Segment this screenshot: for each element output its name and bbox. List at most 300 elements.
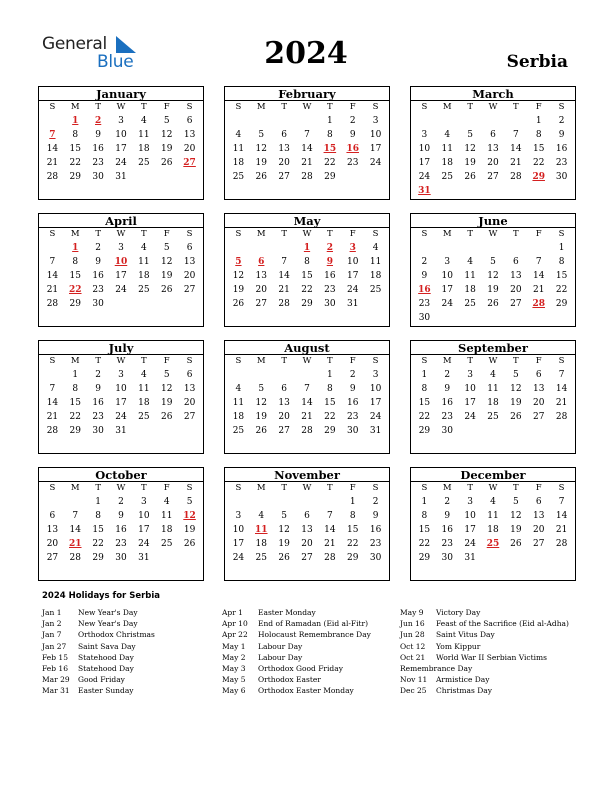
day-cell: 10 [464, 511, 476, 521]
day-cell: 18 [487, 398, 499, 408]
empty-day-cell [527, 424, 550, 438]
holiday-day: 27 [183, 158, 196, 168]
day-cell: 22 [346, 539, 359, 549]
day-cell: 20 [532, 398, 545, 408]
weekday-label: W [488, 229, 498, 239]
holiday-item [400, 674, 569, 685]
weekday-label: S [372, 356, 379, 366]
day-cell: 28 [555, 539, 568, 549]
day-cell: 4 [467, 257, 473, 267]
day-cell: 13 [532, 384, 545, 394]
day-cell: 24 [369, 412, 382, 422]
empty-day-cell [273, 184, 296, 198]
day-cell: 17 [115, 144, 127, 154]
day-cell: 14 [46, 144, 59, 154]
holiday-date: Jan 1 [42, 608, 62, 617]
day-cell: 25 [138, 412, 150, 422]
empty-day-cell [296, 565, 319, 579]
weekday-label: T [281, 229, 287, 239]
empty-day-cell [527, 184, 550, 198]
day-cell: 23 [92, 158, 104, 168]
day-cell: 22 [418, 539, 431, 549]
empty-day-cell [155, 184, 178, 198]
empty-day-cell [132, 184, 155, 198]
month-title: March [411, 87, 575, 101]
weekday-label: T [327, 229, 333, 239]
day-cell: 13 [278, 398, 290, 408]
day-cell: 25 [369, 285, 382, 295]
day-cell: 30 [324, 299, 336, 309]
day-cell: 26 [487, 299, 499, 309]
day-cell: 15 [69, 144, 81, 154]
weekday-header [225, 355, 389, 368]
holiday-item [400, 629, 569, 640]
day-cell: 2 [95, 370, 101, 380]
empty-day-cell [250, 241, 273, 255]
holiday-day: 1 [72, 116, 79, 126]
day-cell: 16 [441, 525, 453, 535]
month-title: November [225, 468, 389, 482]
day-cell: 22 [555, 285, 568, 295]
weekday-label: T [327, 356, 333, 366]
holiday-name: Good Friday [78, 675, 125, 685]
day-cell: 21 [324, 539, 336, 549]
holiday-day: 6 [258, 257, 265, 267]
holiday-name: Holocaust Remembrance Day [258, 630, 371, 640]
holiday-date: Dec 25 [400, 686, 427, 696]
day-cell: 1 [326, 116, 333, 126]
weekday-label: T [513, 229, 519, 239]
day-cell: 25 [138, 285, 150, 295]
weekday-label: S [186, 229, 193, 239]
weekday-label: S [421, 102, 428, 112]
weekday-label: T [327, 483, 333, 493]
day-cell: 2 [118, 497, 124, 507]
day-cell: 15 [69, 271, 81, 281]
weekday-label: S [49, 229, 56, 239]
day-cell: 15 [69, 398, 81, 408]
day-cell: 9 [118, 511, 124, 521]
holiday-name: Labour Day [258, 652, 303, 662]
day-cell: 26 [232, 299, 245, 309]
empty-day-cell [413, 241, 436, 255]
day-cell: 16 [92, 271, 104, 281]
holiday-day: 11 [255, 525, 268, 535]
day-cell: 3 [235, 511, 242, 521]
empty-day-cell [87, 184, 110, 198]
day-cell: 10 [115, 384, 127, 394]
day-cell: 16 [92, 144, 104, 154]
day-cell: 10 [138, 511, 150, 521]
weekday-label: M [256, 483, 266, 493]
holiday-name: Victory Day [436, 608, 481, 617]
day-cell: 19 [510, 525, 522, 535]
empty-day-cell [436, 241, 459, 255]
day-cell: 27 [183, 285, 196, 295]
day-cell: 24 [441, 299, 453, 309]
day-cell: 11 [464, 271, 476, 281]
empty-day-cell [413, 114, 436, 128]
weekday-label: F [349, 102, 356, 112]
weekday-label: F [349, 356, 356, 366]
weekday-label: S [558, 102, 565, 112]
weekday-label: S [421, 483, 428, 493]
month-december [410, 467, 576, 581]
holiday-name: New Year's Day [78, 619, 138, 629]
day-cell: 27 [46, 553, 59, 563]
empty-day-cell [273, 311, 296, 325]
empty-day-cell [273, 438, 296, 452]
day-cell: 4 [258, 511, 265, 521]
day-cell: 2 [421, 257, 428, 267]
day-cell: 4 [235, 130, 242, 140]
day-cell: 22 [69, 412, 81, 422]
logo-general-text: General [42, 34, 107, 54]
day-cell: 19 [160, 144, 173, 154]
day-cell: 5 [258, 384, 265, 394]
weekday-label: F [535, 483, 542, 493]
weekday-label: W [116, 102, 126, 112]
day-cell: 6 [186, 116, 193, 126]
weekday-label: S [372, 229, 379, 239]
day-cell: 12 [487, 271, 499, 281]
empty-day-cell [87, 311, 110, 325]
day-cell: 19 [255, 412, 267, 422]
empty-day-cell [436, 565, 459, 579]
empty-day-cell [436, 438, 459, 452]
day-cell: 8 [72, 257, 79, 267]
empty-day-cell [436, 311, 459, 325]
empty-day-cell [132, 438, 155, 452]
holiday-name: World War II Serbian Victims [436, 652, 547, 662]
empty-day-cell [296, 184, 319, 198]
holiday-name: Christmas Day [436, 686, 492, 696]
empty-day-cell [110, 565, 133, 579]
day-cell: 17 [464, 398, 476, 408]
day-cell: 22 [92, 539, 104, 549]
weekday-label: S [421, 356, 428, 366]
empty-day-cell [341, 184, 364, 198]
empty-day-cell [482, 114, 505, 128]
day-cell: 1 [558, 243, 565, 253]
day-cell: 11 [138, 130, 150, 140]
day-cell: 2 [349, 370, 356, 380]
day-cell: 4 [140, 243, 147, 253]
day-cell: 22 [532, 158, 545, 168]
empty-day-cell [155, 297, 178, 311]
day-cell: 17 [346, 271, 359, 281]
weekday-label: S [235, 102, 242, 112]
day-cell: 3 [444, 257, 451, 267]
empty-day-cell [273, 565, 296, 579]
empty-day-cell [132, 311, 155, 325]
weekday-label: S [372, 102, 379, 112]
day-cell: 7 [326, 511, 333, 521]
holiday-name: Easter Monday [258, 608, 316, 617]
weekday-label: F [163, 356, 170, 366]
day-cell: 29 [324, 172, 336, 182]
empty-day-cell [527, 565, 550, 579]
day-cell: 23 [369, 539, 382, 549]
holiday-day: 2 [326, 243, 333, 253]
weekday-header [411, 101, 575, 114]
empty-day-cell [296, 114, 319, 128]
holiday-day: 10 [114, 257, 128, 267]
day-grid [411, 241, 575, 326]
day-cell: 11 [138, 384, 150, 394]
weekday-label: W [488, 102, 498, 112]
holiday-date: May 1 [222, 641, 246, 651]
weekday-label: T [95, 483, 101, 493]
empty-day-cell [318, 311, 341, 325]
empty-day-cell [227, 438, 250, 452]
holiday-day: 21 [69, 539, 82, 549]
empty-day-cell [459, 311, 482, 325]
empty-day-cell [482, 551, 505, 565]
day-cell: 29 [69, 299, 81, 309]
day-cell: 23 [441, 539, 453, 549]
holiday-date: Feb 16 [42, 663, 68, 673]
day-cell: 28 [46, 426, 59, 436]
day-cell: 19 [160, 398, 173, 408]
day-cell: 26 [464, 172, 476, 182]
empty-day-cell [178, 184, 201, 198]
day-cell: 30 [441, 553, 453, 563]
empty-day-cell [155, 311, 178, 325]
weekday-label: T [141, 483, 147, 493]
day-cell: 6 [49, 511, 56, 521]
day-cell: 27 [532, 539, 545, 549]
day-cell: 4 [140, 116, 147, 126]
empty-day-cell [482, 438, 505, 452]
day-grid [39, 241, 203, 326]
day-cell: 23 [92, 285, 104, 295]
day-cell: 24 [464, 412, 476, 422]
day-cell: 11 [232, 144, 245, 154]
day-grid [411, 495, 575, 580]
weekday-label: F [535, 356, 542, 366]
empty-day-cell [341, 170, 364, 184]
empty-day-cell [459, 438, 482, 452]
holidays-title: 2024 Holidays for Serbia [42, 591, 161, 601]
empty-day-cell [132, 170, 155, 184]
weekday-label: M [442, 229, 452, 239]
day-cell: 14 [555, 511, 568, 521]
empty-day-cell [110, 297, 133, 311]
weekday-label: M [442, 356, 452, 366]
day-cell: 28 [46, 299, 59, 309]
weekday-label: T [281, 356, 287, 366]
day-cell: 12 [160, 257, 173, 267]
weekday-label: F [349, 483, 356, 493]
day-cell: 18 [160, 525, 173, 535]
day-cell: 24 [115, 158, 127, 168]
empty-day-cell [132, 424, 155, 438]
day-cell: 12 [510, 384, 522, 394]
holiday-name: Armistice Day [436, 675, 490, 685]
day-cell: 29 [418, 426, 431, 436]
day-cell: 12 [255, 144, 267, 154]
day-cell: 25 [464, 299, 476, 309]
holiday-day: 3 [349, 243, 356, 253]
empty-day-cell [527, 551, 550, 565]
day-cell: 14 [301, 144, 313, 154]
weekday-label: T [95, 102, 101, 112]
weekday-label: F [535, 102, 542, 112]
day-cell: 6 [186, 370, 193, 380]
weekday-label: S [558, 356, 565, 366]
day-cell: 14 [532, 271, 545, 281]
weekday-label: M [442, 102, 452, 112]
day-cell: 18 [464, 285, 476, 295]
holiday-day: 1 [72, 243, 79, 253]
weekday-label: T [467, 483, 473, 493]
day-cell: 12 [464, 144, 476, 154]
day-cell: 8 [349, 511, 356, 521]
weekday-label: S [49, 356, 56, 366]
day-cell: 3 [421, 130, 428, 140]
empty-day-cell [459, 241, 482, 255]
empty-day-cell [504, 241, 527, 255]
day-cell: 8 [72, 130, 79, 140]
day-cell: 19 [255, 158, 267, 168]
day-cell: 25 [160, 539, 173, 549]
holiday-name: Labour Day [258, 641, 303, 651]
day-cell: 11 [487, 511, 499, 521]
empty-day-cell [250, 368, 273, 382]
month-october [38, 467, 204, 581]
holiday-item [42, 618, 155, 629]
weekday-label: S [558, 483, 565, 493]
empty-day-cell [41, 565, 64, 579]
empty-day-cell [550, 565, 573, 579]
weekday-label: W [302, 356, 312, 366]
day-cell: 13 [278, 144, 290, 154]
empty-day-cell [482, 184, 505, 198]
day-cell: 20 [278, 412, 290, 422]
empty-day-cell [178, 551, 201, 565]
page-title-year: 2024 [264, 36, 348, 71]
empty-day-cell [550, 184, 573, 198]
weekday-header [39, 482, 203, 495]
weekday-header [411, 355, 575, 368]
day-cell: 9 [558, 130, 565, 140]
day-cell: 8 [326, 384, 333, 394]
day-cell: 23 [555, 158, 568, 168]
holiday-day: 15 [323, 144, 337, 154]
empty-day-cell [87, 438, 110, 452]
holiday-day: 7 [49, 130, 56, 140]
holiday-day: 16 [418, 285, 431, 295]
holiday-name: Orthodox Good Friday [258, 663, 343, 673]
weekday-label: T [513, 483, 519, 493]
day-cell: 18 [232, 158, 245, 168]
holiday-item [222, 629, 371, 640]
day-cell: 7 [304, 130, 310, 140]
day-cell: 14 [555, 384, 568, 394]
day-cell: 17 [115, 398, 127, 408]
empty-day-cell [132, 565, 155, 579]
empty-day-cell [296, 495, 319, 509]
holiday-day: 25 [486, 539, 500, 549]
day-cell: 28 [69, 553, 81, 563]
holiday-date: May 5 [222, 675, 246, 685]
day-cell: 15 [324, 398, 336, 408]
day-cell: 1 [72, 370, 79, 380]
day-cell: 23 [92, 412, 104, 422]
day-cell: 1 [421, 497, 428, 507]
empty-day-cell [227, 495, 250, 509]
day-cell: 23 [115, 539, 127, 549]
day-cell: 2 [444, 370, 451, 380]
day-cell: 30 [92, 172, 104, 182]
day-cell: 17 [369, 398, 382, 408]
day-cell: 9 [349, 384, 356, 394]
empty-day-cell [504, 311, 527, 325]
day-cell: 10 [115, 130, 127, 140]
weekday-header [225, 228, 389, 241]
day-cell: 5 [281, 511, 287, 521]
day-cell: 7 [558, 370, 565, 380]
day-cell: 14 [301, 398, 313, 408]
empty-day-cell [64, 438, 87, 452]
empty-day-cell [178, 438, 201, 452]
day-cell: 19 [487, 285, 499, 295]
holiday-date: Jan 2 [42, 619, 62, 629]
empty-day-cell [155, 565, 178, 579]
holiday-day: 12 [183, 511, 196, 521]
day-cell: 18 [369, 271, 382, 281]
day-cell: 11 [441, 144, 453, 154]
day-grid [411, 114, 575, 199]
day-cell: 30 [369, 553, 382, 563]
weekday-label: S [235, 356, 242, 366]
day-cell: 25 [232, 172, 245, 182]
empty-day-cell [341, 438, 364, 452]
weekday-label: M [70, 483, 80, 493]
day-cell: 8 [304, 257, 310, 267]
day-cell: 8 [421, 511, 428, 521]
day-cell: 7 [512, 130, 519, 140]
day-cell: 21 [278, 285, 290, 295]
holiday-name: Easter Sunday [78, 686, 134, 696]
day-cell: 8 [326, 130, 333, 140]
empty-day-cell [318, 184, 341, 198]
day-cell: 24 [418, 172, 431, 182]
day-cell: 30 [441, 426, 453, 436]
weekday-label: W [302, 229, 312, 239]
day-cell: 13 [487, 144, 499, 154]
weekday-label: S [49, 483, 56, 493]
empty-day-cell [550, 311, 573, 325]
day-cell: 25 [487, 412, 499, 422]
day-cell: 20 [487, 158, 499, 168]
empty-day-cell [296, 311, 319, 325]
holiday-item [222, 685, 371, 696]
holiday-date: Jun 28 [400, 630, 425, 640]
day-cell: 8 [558, 257, 565, 267]
day-cell: 9 [372, 511, 379, 521]
day-cell: 17 [418, 158, 431, 168]
day-cell: 3 [467, 497, 473, 507]
weekday-label: S [235, 483, 242, 493]
day-grid [39, 114, 203, 199]
day-cell: 11 [369, 257, 382, 267]
day-cell: 9 [421, 271, 428, 281]
day-cell: 16 [92, 398, 104, 408]
day-cell: 20 [510, 285, 522, 295]
empty-day-cell [459, 114, 482, 128]
